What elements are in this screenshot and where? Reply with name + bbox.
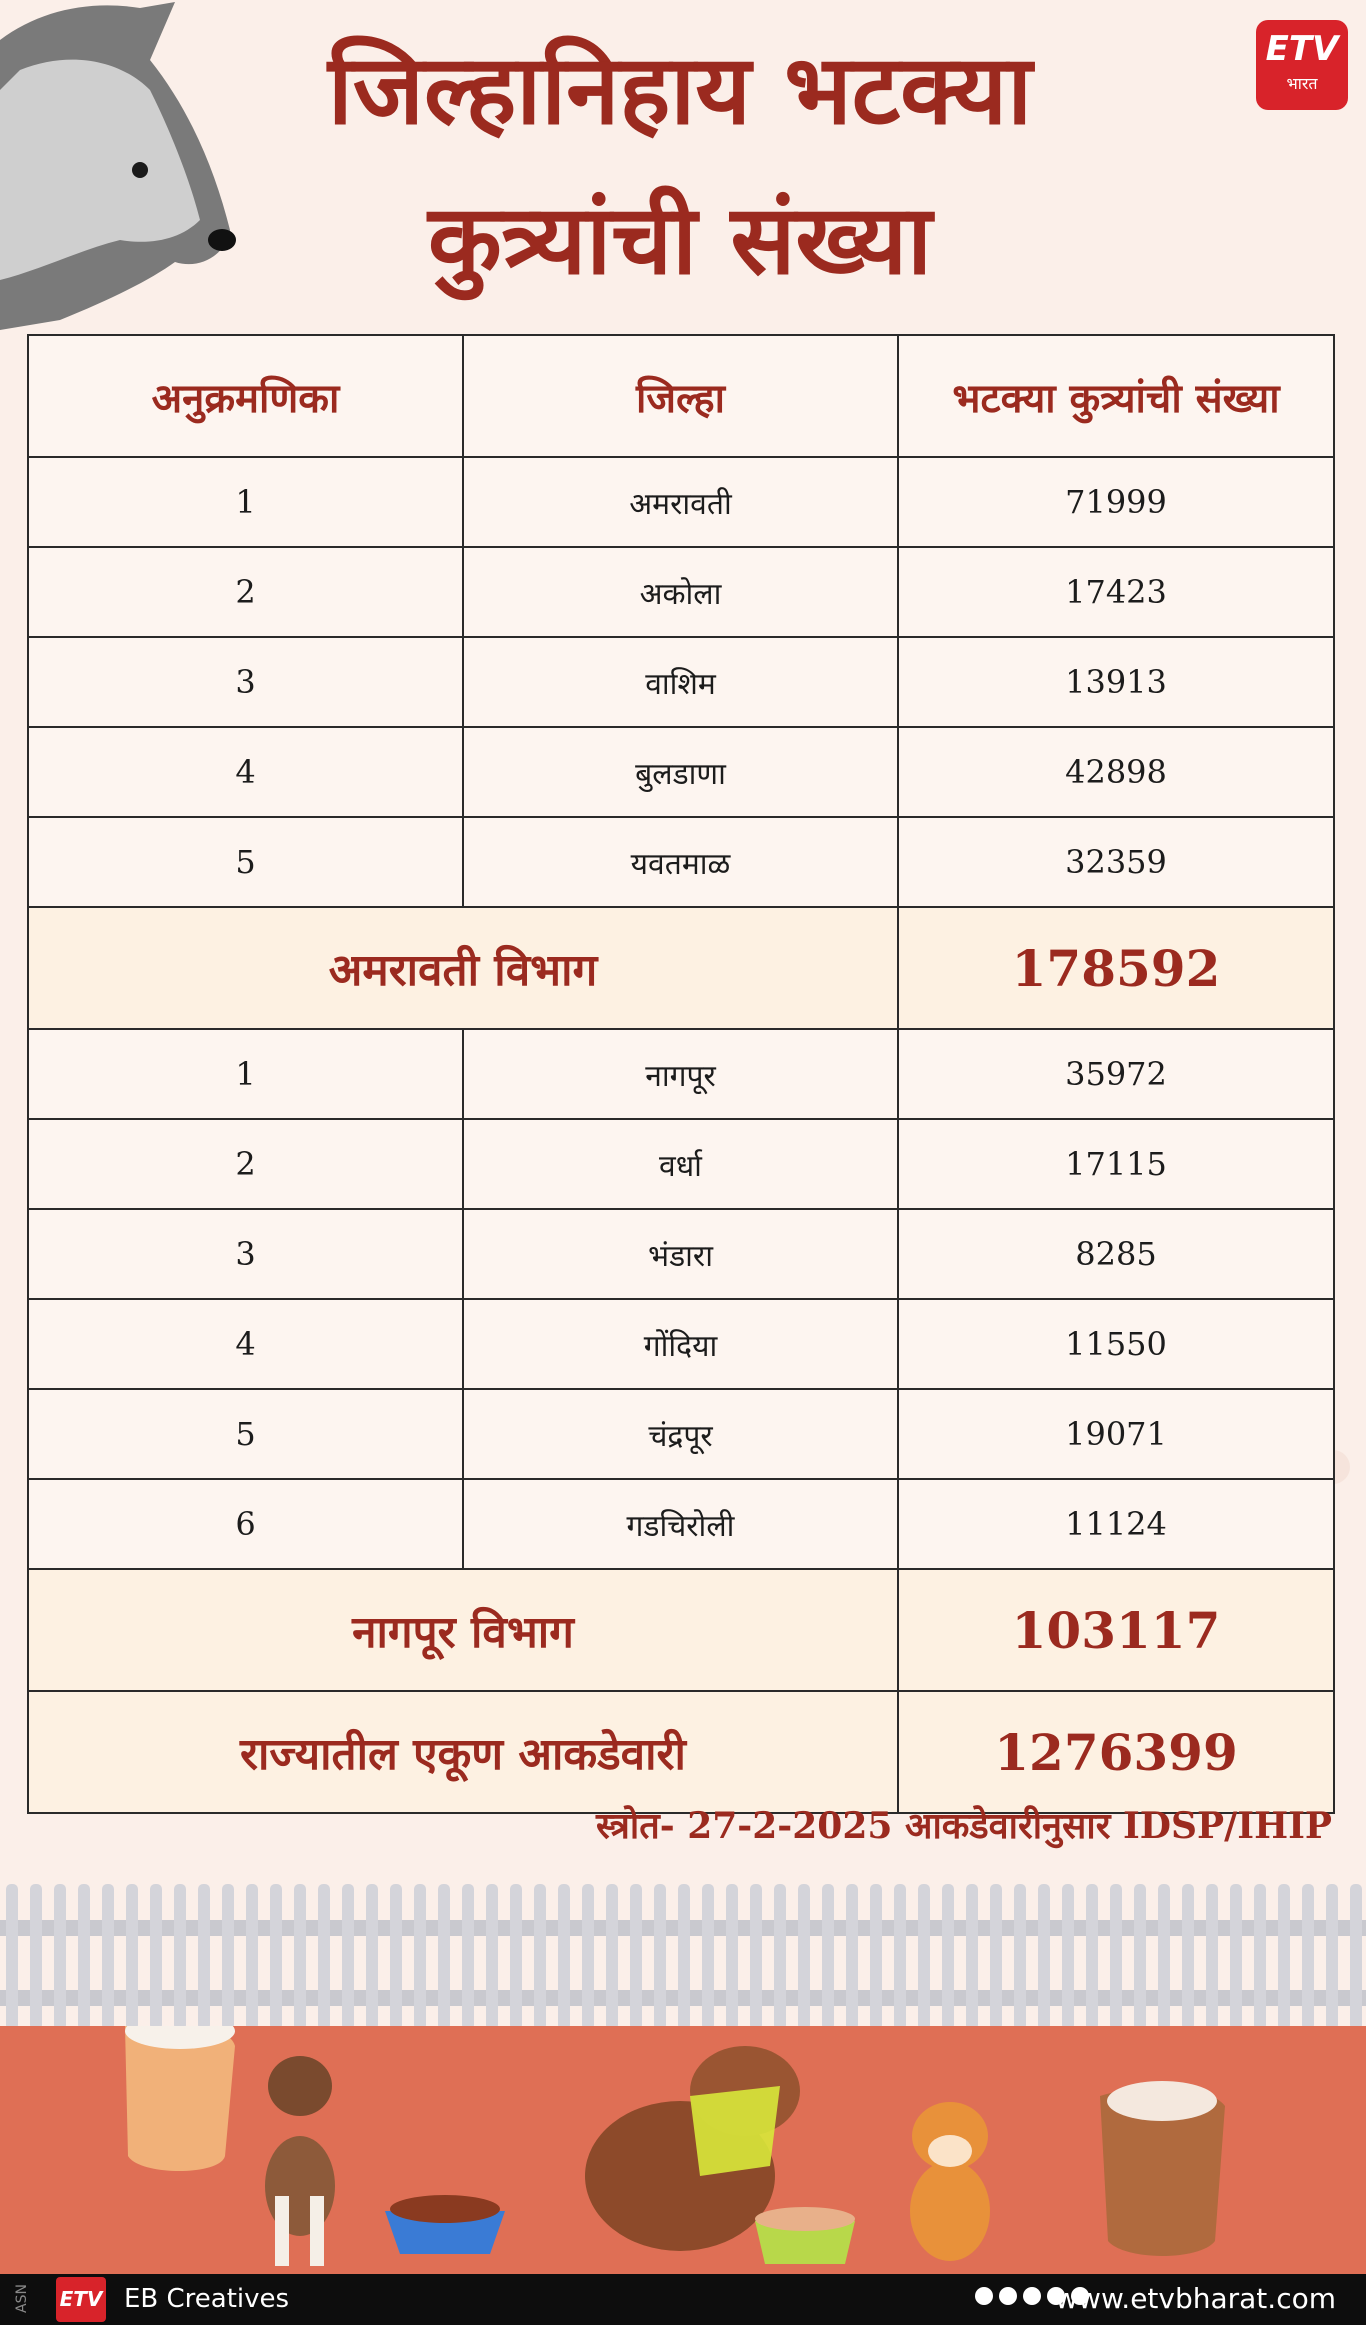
table-row	[28, 1479, 1334, 1569]
stray-dogs-table	[27, 334, 1335, 1814]
row-district: नागपूर	[463, 1029, 898, 1119]
row-count: 8285	[898, 1209, 1334, 1299]
row-count: 11550	[898, 1299, 1334, 1389]
fence-picket	[534, 1884, 546, 2030]
source-note: स्त्रोत- 27-2-2025 आकडेवारीनुसार IDSP/IHIP	[596, 1805, 1332, 1847]
fence-picket	[1182, 1884, 1194, 2030]
fence-picket	[1014, 1884, 1026, 2030]
division-total-value: 103117	[898, 1569, 1334, 1691]
row-district: चंद्रपूर	[463, 1389, 898, 1479]
table-row	[28, 637, 1334, 727]
row-index: 5	[28, 1389, 463, 1479]
fence-picket	[1038, 1884, 1050, 2030]
fence-picket	[798, 1884, 810, 2030]
fence-picket	[726, 1884, 738, 2030]
fence-picket	[1110, 1884, 1122, 2030]
ground-scene	[0, 2026, 1366, 2274]
fence-picket	[870, 1884, 882, 2030]
fence-picket	[582, 1884, 594, 2030]
fence-picket	[54, 1884, 66, 2030]
row-district: भंडारा	[463, 1209, 898, 1299]
page-title-line2: कुत्र्यांची संख्या	[427, 183, 933, 296]
table-row	[28, 727, 1334, 817]
instagram-icon[interactable]	[1023, 2287, 1041, 2305]
fence-picket	[30, 1884, 42, 2030]
column-header-count: भटक्या कुत्र्यांची संख्या	[898, 335, 1334, 457]
row-index: 3	[28, 637, 463, 727]
logo-text: ETV	[1265, 29, 1339, 69]
etv-bharat-logo	[1256, 20, 1348, 110]
fence-picket	[942, 1884, 954, 2030]
footer-bar	[0, 2274, 1366, 2325]
nagpur-division-total-row	[28, 1569, 1334, 1691]
fence-picket	[1230, 1884, 1242, 2030]
fence-picket	[126, 1884, 138, 2030]
fence-picket	[390, 1884, 402, 2030]
row-index: 1	[28, 1029, 463, 1119]
table-row	[28, 1299, 1334, 1389]
fence-picket	[558, 1884, 570, 2030]
row-count: 35972	[898, 1029, 1334, 1119]
amravati-division-total-row	[28, 907, 1334, 1029]
fence-picket	[1062, 1884, 1074, 2030]
row-district: गडचिरोली	[463, 1479, 898, 1569]
row-count: 17115	[898, 1119, 1334, 1209]
fence-picket	[654, 1884, 666, 2030]
fence-picket	[606, 1884, 618, 2030]
asn-label: ASN	[14, 2284, 30, 2313]
x-icon[interactable]	[999, 2287, 1017, 2305]
row-district: अकोला	[463, 547, 898, 637]
row-district: वर्धा	[463, 1119, 898, 1209]
fence-picket	[774, 1884, 786, 2030]
row-index: 1	[28, 457, 463, 547]
footer-etv-logo: ETV	[56, 2277, 106, 2322]
fence-picket	[894, 1884, 906, 2030]
row-index: 2	[28, 547, 463, 637]
fence-picket	[150, 1884, 162, 2030]
fence-picket	[1350, 1884, 1362, 2030]
fence-picket	[1086, 1884, 1098, 2030]
table-row	[28, 547, 1334, 637]
fence-picket	[1254, 1884, 1266, 2030]
fence-picket	[966, 1884, 978, 2030]
fence-picket	[366, 1884, 378, 2030]
state-total-value: 1276399	[898, 1691, 1334, 1813]
fence-picket	[1326, 1884, 1338, 2030]
row-index: 6	[28, 1479, 463, 1569]
fence-picket	[102, 1884, 114, 2030]
row-count: 13913	[898, 637, 1334, 727]
row-index: 3	[28, 1209, 463, 1299]
table-row	[28, 817, 1334, 907]
table-row	[28, 1029, 1334, 1119]
row-count: 11124	[898, 1479, 1334, 1569]
row-count: 32359	[898, 817, 1334, 907]
row-district: वाशिम	[463, 637, 898, 727]
table-row	[28, 1209, 1334, 1299]
eb-creatives-label: EB Creatives	[124, 2284, 290, 2314]
fence-picket	[222, 1884, 234, 2030]
fence-picket	[294, 1884, 306, 2030]
facebook-icon[interactable]	[975, 2287, 993, 2305]
fence-picket	[270, 1884, 282, 2030]
fence-picket	[630, 1884, 642, 2030]
column-header-index: अनुक्रमणिका	[28, 335, 463, 457]
column-header-district: जिल्हा	[463, 335, 898, 457]
logo-subtext: भारत	[1286, 74, 1318, 93]
row-district: अमरावती	[463, 457, 898, 547]
row-index: 5	[28, 817, 463, 907]
fence-picket	[1134, 1884, 1146, 2030]
fence-picket	[1158, 1884, 1170, 2030]
fence-picket	[198, 1884, 210, 2030]
row-count: 71999	[898, 457, 1334, 547]
state-total-row	[28, 1691, 1334, 1813]
fence-illustration	[0, 1880, 1366, 2030]
fence-picket	[6, 1884, 18, 2030]
row-count: 42898	[898, 727, 1334, 817]
fence-picket	[1302, 1884, 1314, 2030]
fence-picket	[1206, 1884, 1218, 2030]
fence-picket	[318, 1884, 330, 2030]
fence-picket	[510, 1884, 522, 2030]
fence-picket	[462, 1884, 474, 2030]
table-row	[28, 1389, 1334, 1479]
fence-picket	[750, 1884, 762, 2030]
fence-picket	[990, 1884, 1002, 2030]
row-index: 4	[28, 727, 463, 817]
fence-picket	[1278, 1884, 1290, 2030]
fence-picket	[438, 1884, 450, 2030]
fence-picket	[702, 1884, 714, 2030]
fence-picket	[174, 1884, 186, 2030]
fence-picket	[246, 1884, 258, 2030]
division-total-value: 178592	[898, 907, 1334, 1029]
fence-picket	[78, 1884, 90, 2030]
fence-picket	[822, 1884, 834, 2030]
row-count: 19071	[898, 1389, 1334, 1479]
row-district: बुलडाणा	[463, 727, 898, 817]
dogs-and-food-illustration	[0, 2026, 1366, 2274]
fence-picket	[678, 1884, 690, 2030]
fence-picket	[342, 1884, 354, 2030]
table-row	[28, 457, 1334, 547]
row-district: गोंदिया	[463, 1299, 898, 1389]
row-count: 17423	[898, 547, 1334, 637]
fence-picket	[486, 1884, 498, 2030]
division-total-label: अमरावती विभाग	[28, 907, 898, 1029]
fence-picket	[414, 1884, 426, 2030]
row-index: 2	[28, 1119, 463, 1209]
row-index: 4	[28, 1299, 463, 1389]
table-row	[28, 1119, 1334, 1209]
state-total-label: राज्यातील एकूण आकडेवारी	[28, 1691, 898, 1813]
fence-picket	[846, 1884, 858, 2030]
row-district: यवतमाळ	[463, 817, 898, 907]
division-total-label: नागपूर विभाग	[28, 1569, 898, 1691]
fence-picket	[918, 1884, 930, 2030]
table-header-row	[28, 335, 1334, 457]
page-title-line1: जिल्हानिहाय भटक्या	[327, 33, 1033, 146]
website-link[interactable]: www.etvbharat.com	[1055, 2282, 1336, 2315]
